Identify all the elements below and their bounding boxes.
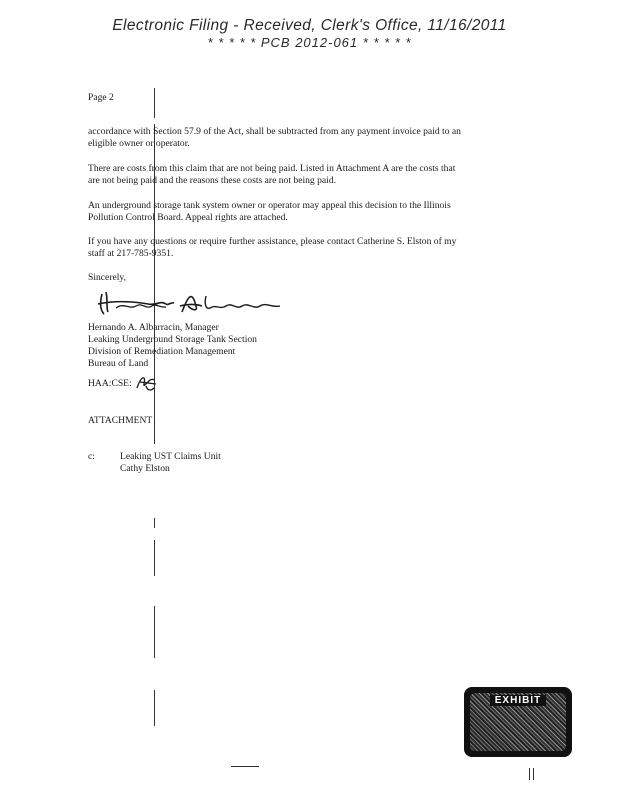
- crease-mark: [154, 88, 155, 118]
- exhibit-stamp-label: EXHIBIT: [490, 695, 546, 706]
- paragraph-line: There are costs from this claim that are not being paid. Listed in Attachment A are the costs that: [88, 163, 456, 174]
- cc-label: c:: [88, 451, 95, 462]
- crease-mark: [154, 690, 155, 726]
- crease-mark: [154, 606, 155, 658]
- scan-mark: [529, 768, 534, 780]
- paragraph-line: staff at 217-785-9351.: [88, 248, 174, 259]
- filing-stamp-line2: * * * * * PCB 2012-061 * * * * *: [207, 35, 412, 50]
- crease-mark: [154, 540, 155, 576]
- signature: [96, 288, 286, 318]
- paragraph-line: accordance with Section 57.9 of the Act, shall be subtracted from any payment invoice paid to an: [88, 126, 461, 137]
- signatory-name: Hernando A. Albarracin, Manager: [88, 322, 219, 333]
- closing: Sincerely,: [88, 272, 127, 283]
- signatory-division: Division of Remediation Management: [88, 346, 236, 357]
- exhibit-stamp: [464, 687, 572, 757]
- cc-recipient: Leaking UST Claims Unit: [120, 451, 221, 462]
- cc-recipient: Cathy Elston: [120, 463, 170, 474]
- filing-stamp-line1: Electronic Filing - Received, Clerk's Office, 11/16/2011: [112, 17, 507, 34]
- crease-mark: [154, 518, 155, 528]
- initials-scribble: [134, 372, 158, 394]
- paragraph-line: An underground storage tank system owner or operator may appeal this decision to the Illinois: [88, 200, 451, 211]
- reference-initials: HAA:CSE:: [88, 378, 132, 389]
- paragraph-line: are not being paid and the reasons these costs are not being paid.: [88, 175, 337, 186]
- paragraph-line: eligible owner or operator.: [88, 138, 190, 149]
- scan-mark: [231, 766, 259, 767]
- signatory-bureau: Bureau of Land: [88, 358, 149, 369]
- paragraph-line: If you have any questions or require further assistance, please contact Catherine S. Elston of my: [88, 236, 457, 247]
- paragraph-line: Pollution Control Board. Appeal rights are attached.: [88, 212, 288, 223]
- page-label: Page 2: [88, 92, 114, 103]
- signatory-section: Leaking Underground Storage Tank Section: [88, 334, 257, 345]
- attachment-label: ATTACHMENT: [88, 415, 153, 426]
